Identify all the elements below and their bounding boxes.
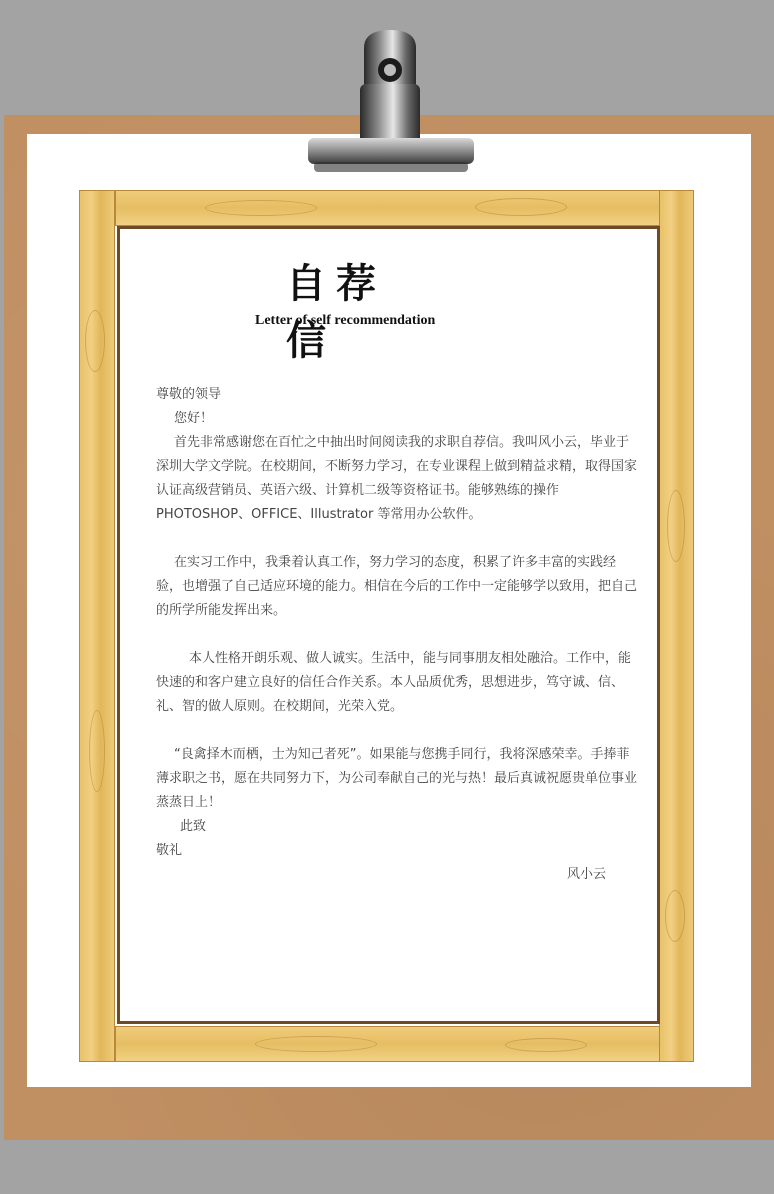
frame-top-plank <box>115 190 660 226</box>
paragraph-conclusion: “良禽择木而栖，士为知己者死”。如果能与您携手同行，我将深感荣幸。手捧菲薄求职之书，愿在共同努力下，为公司奉献自己的光与热！最后真诚祝愿贵单位事业蒸蒸日上！ <box>156 747 638 810</box>
wood-grain <box>85 310 105 372</box>
wood-grain <box>667 490 685 562</box>
wood-grain <box>475 198 567 216</box>
salutation: 尊敬的领导 <box>156 387 222 402</box>
letter-body <box>156 383 640 887</box>
paragraph-personality: 本人性格开朗乐观、做人诚实。生活中，能与同事朋友相处融洽。工作中，能快速的和客户建立良好的信任合作关系。本人品质优秀，思想进步，笃守诚、信、礼、智的做人原则。在校期间，光荣入党。 <box>156 651 632 714</box>
letter-title-en: Letter of self recommendation <box>255 313 436 328</box>
wood-grain <box>255 1036 377 1052</box>
signature: 风小云 <box>566 867 606 882</box>
wood-grain <box>505 1038 587 1052</box>
closing-jingli: 敬礼 <box>156 843 183 858</box>
wood-grain <box>665 890 685 942</box>
paragraph-intro: 首先非常感谢您在百忙之中抽出时间阅读我的求职自荐信。我叫风小云，毕业于深圳大学文学院。在校期间，不断努力学习，在专业课程上做到精益求精，取得国家认证高级营销员、英语六级、计算机二级等资格证书。能够熟练的操作 PHOTOSHOP、OFFICE、Illustrator 等常用办公软件。 <box>156 435 638 522</box>
frame-bottom-plank <box>115 1026 660 1062</box>
frame-right-plank <box>659 190 694 1062</box>
closing-cizhi: 此致 <box>180 819 207 834</box>
greeting: 您好！ <box>174 411 214 426</box>
wood-grain <box>205 200 317 216</box>
wood-grain <box>89 710 105 792</box>
frame-left-plank <box>79 190 115 1062</box>
binder-clip-icon <box>300 28 478 178</box>
paragraph-internship: 在实习工作中，我秉着认真工作，努力学习的态度，积累了许多丰富的实践经验，也增强了自己适应环境的能力。相信在今后的工作中一定能够学以致用，把自己的所学所能发挥出来。 <box>156 555 638 618</box>
letter-title-cn: 自荐信 <box>286 260 386 364</box>
